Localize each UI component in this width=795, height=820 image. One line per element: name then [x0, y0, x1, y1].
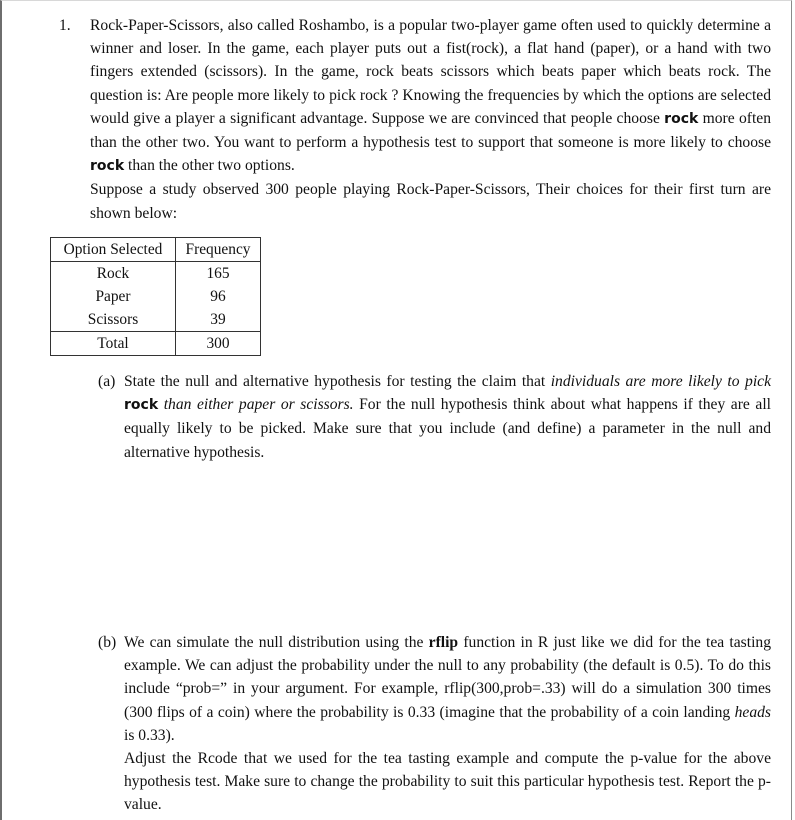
table-row [51, 285, 261, 308]
part-a-label: (a) [98, 373, 116, 390]
intro-text-1: Rock-Paper-Scissors, also called Roshambo, is a popular two-player game often used to quickly determine a winner and loser. In the game, each player puts out a fist(rock), a flat hand (paper), or a hand with two fingers extended (scissors). In the game, rock beats scissors which beats paper which beats rock. The question is: Are people more likely to pick rock ? Knowing the frequencies by which the options are selected would give a player a significant advantage. Suppose we are convinced that people choose [90, 17, 771, 127]
cell-frequency: 165 [176, 262, 261, 286]
table-row [51, 308, 261, 332]
part-a-bold-rock: rock [124, 397, 159, 414]
part-b-text-1: We can simulate the null distribution using the [124, 634, 429, 651]
part-b-text [124, 631, 771, 817]
cell-option: Scissors [51, 308, 176, 332]
cell-total-value: 300 [176, 332, 261, 356]
table-total-row [51, 332, 261, 356]
problem-number: 1. [59, 17, 71, 34]
part-a-text [124, 370, 771, 464]
part-a-italic-2: than either paper or scissors. [158, 396, 354, 414]
table-header-row [51, 238, 261, 262]
part-b-text-3: is 0.33). [124, 726, 175, 744]
part-a-italic-1: individuals are more likely to pick [550, 373, 771, 390]
part-b-text-4: Adjust the Rcode that we used for the tea tasting example and compute the p-value for the above hypothesis test. Make sure to change the probability to suit this particular hypothesis test. Report the p-value. [124, 750, 771, 814]
header-option-selected: Option Selected [51, 238, 176, 262]
table-row [51, 262, 261, 286]
header-frequency: Frequency [176, 238, 261, 262]
intro-text-2: more often than the other two. You want to perform a hypothesis test to support that someone is more likely to choose [90, 109, 771, 152]
part-a-text-2: For the null hypothesis think about what happens if they are all equally likely to be picked. Make sure that you include (and define) a parameter in the null and alternative hypothesis. [124, 396, 771, 461]
cell-frequency: 39 [176, 308, 261, 332]
problem-intro [90, 14, 771, 225]
cell-total-label: Total [51, 332, 176, 356]
part-b-text-2: function in R just like we did for the tea tasting example. We can adjust the probability under the null to any probability (the default is 0.5). To do this include “prob=” in your argument. For example, rflip(300,prob=.33) will do a simulation 300 times (300 flips of a coin) where the probability is 0.33 (imagine that the probability of a coin landing [124, 634, 771, 721]
intro-study-text: Suppose a study observed 300 people playing Rock-Paper-Scissors, Their choices for their first turn are shown below: [90, 181, 771, 222]
cell-option: Paper [51, 285, 176, 308]
intro-bold-rock-1: rock [664, 110, 699, 127]
cell-frequency: 96 [176, 285, 261, 308]
part-b-italic-heads: heads [734, 703, 771, 721]
part-a-text-1: State the null and alternative hypothesis for testing the claim that [124, 373, 551, 390]
part-b-bold-rflip: rflip [428, 634, 459, 651]
cell-option: Rock [51, 262, 176, 286]
frequency-table [50, 237, 261, 356]
part-b-label: (b) [98, 634, 117, 651]
intro-text-3: than the other two options. [124, 157, 295, 175]
intro-bold-rock-2: rock [90, 158, 125, 175]
